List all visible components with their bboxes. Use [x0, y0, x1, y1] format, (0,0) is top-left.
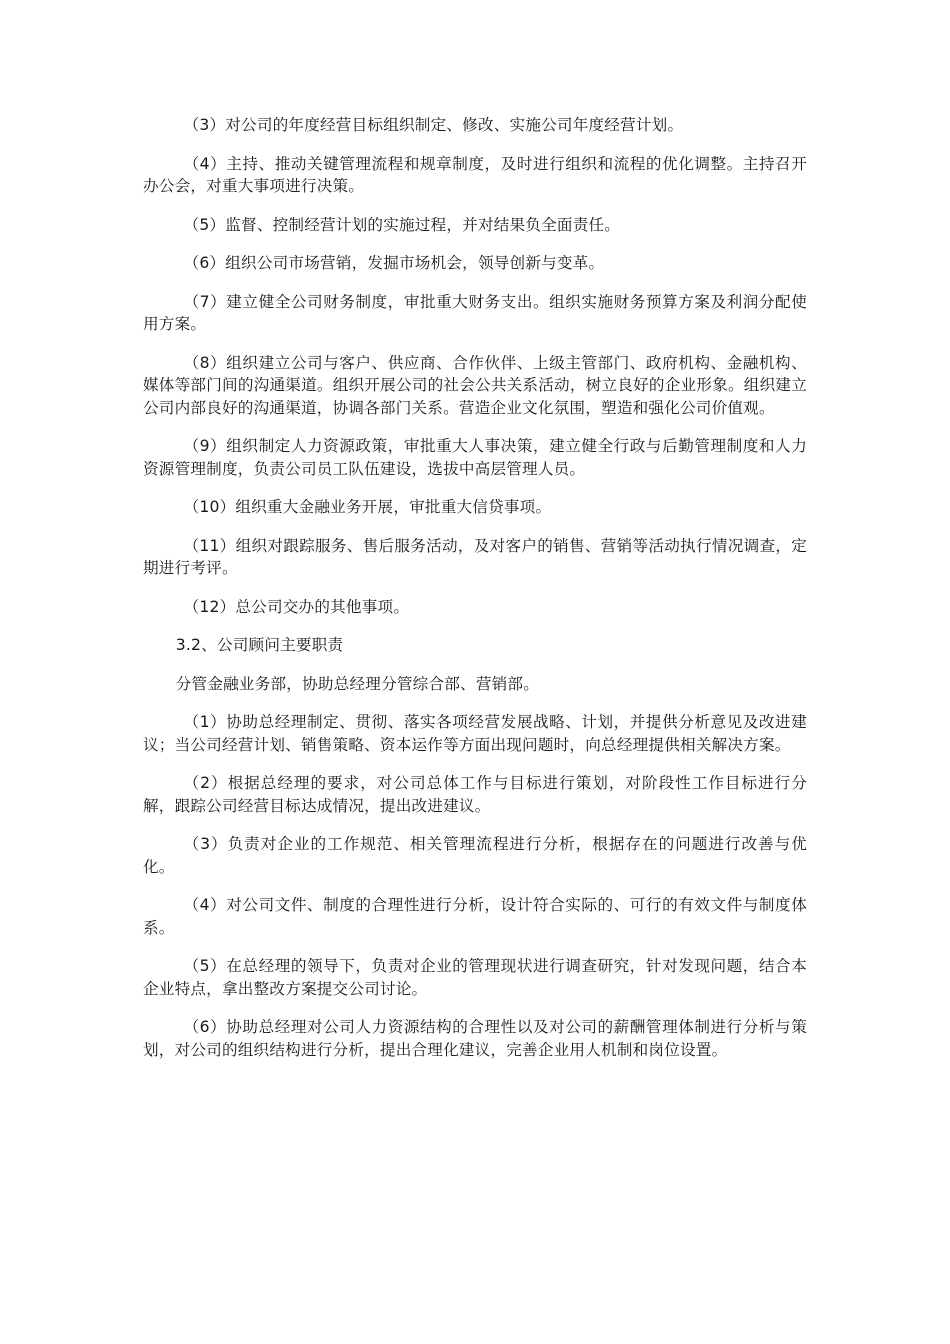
- paragraph-item-6: （6）组织公司市场营销，发掘市场机会，领导创新与变革。: [183, 254, 605, 272]
- advisor-duty-6: （6）协助总经理对公司人力资源结构的合理性以及对公司的薪酬管理体制进行分析与策划，对公司的组织结构进行分析，提出合理化建议，完善企业用人机制和岗位设置。: [143, 1018, 807, 1059]
- document-page: [143, 114, 807, 1077]
- advisor-duty-5: （5）在总经理的领导下，负责对企业的管理现状进行调查研究，针对发现问题，结合本企业特点，拿出整改方案提交公司讨论。: [143, 957, 807, 998]
- paragraph-item-7: （7）建立健全公司财务制度，审批重大财务支出。组织实施财务预算方案及利润分配使用方案。: [143, 292, 807, 333]
- advisor-duty-1: （1）协助总经理制定、贯彻、落实各项经营发展战略、计划，并提供分析意见及改进建议；当公司经营计划、销售策略、资本运作等方面出现问题时，向总经理提供相关解决方案。: [143, 713, 807, 754]
- paragraph-item-3: （3）对公司的年度经营目标组织制定、修改、实施公司年度经营计划。: [183, 116, 684, 134]
- paragraph-item-5: （5）监督、控制经营计划的实施过程，并对结果负全面责任。: [183, 215, 621, 234]
- advisor-duty-3: （3）负责对企业的工作规范、相关管理流程进行分析，根据存在的问题进行改善与优化。: [143, 835, 807, 876]
- section-heading: 3.2、公司顾问主要职责: [175, 636, 344, 654]
- paragraph-item-4: （4）主持、推动关键管理流程和规章制度，及时进行组织和流程的优化调整。主持召开办公会，对重大事项进行决策。: [143, 154, 807, 195]
- paragraph-item-10: （10）组织重大金融业务开展，审批重大信贷事项。: [183, 498, 552, 516]
- paragraph-item-9: （9）组织制定人力资源政策，审批重大人事决策，建立健全行政与后勤管理制度和人力资源管理制度，负责公司员工队伍建设，选拔中高层管理人员。: [143, 437, 807, 478]
- paragraph-item-12: （12）总公司交办的其他事项。: [183, 597, 410, 616]
- advisor-duty-4: （4）对公司文件、制度的合理性进行分析，设计符合实际的、可行的有效文件与制度体系。: [143, 896, 807, 937]
- paragraph-item-8: （8）组织建立公司与客户、供应商、合作伙伴、上级主管部门、政府机构、金融机构、媒体等部门间的沟通渠道。组织开展公司的社会公共关系活动，树立良好的企业形象。组织建立公司内部良好的沟通渠道，协调各部门关系。营造企业文化氛围，塑造和强化公司价值观。: [143, 353, 807, 417]
- section-intro: 分管金融业务部，协助总经理分管综合部、营销部。: [175, 674, 540, 693]
- advisor-duty-2: （2）根据总经理的要求，对公司总体工作与目标进行策划，对阶段性工作目标进行分解，跟踪公司经营目标达成情况，提出改进建议。: [143, 774, 807, 815]
- paragraph-item-11: （11）组织对跟踪服务、售后服务活动，及对客户的销售、营销等活动执行情况调查，定期进行考评。: [143, 536, 807, 577]
